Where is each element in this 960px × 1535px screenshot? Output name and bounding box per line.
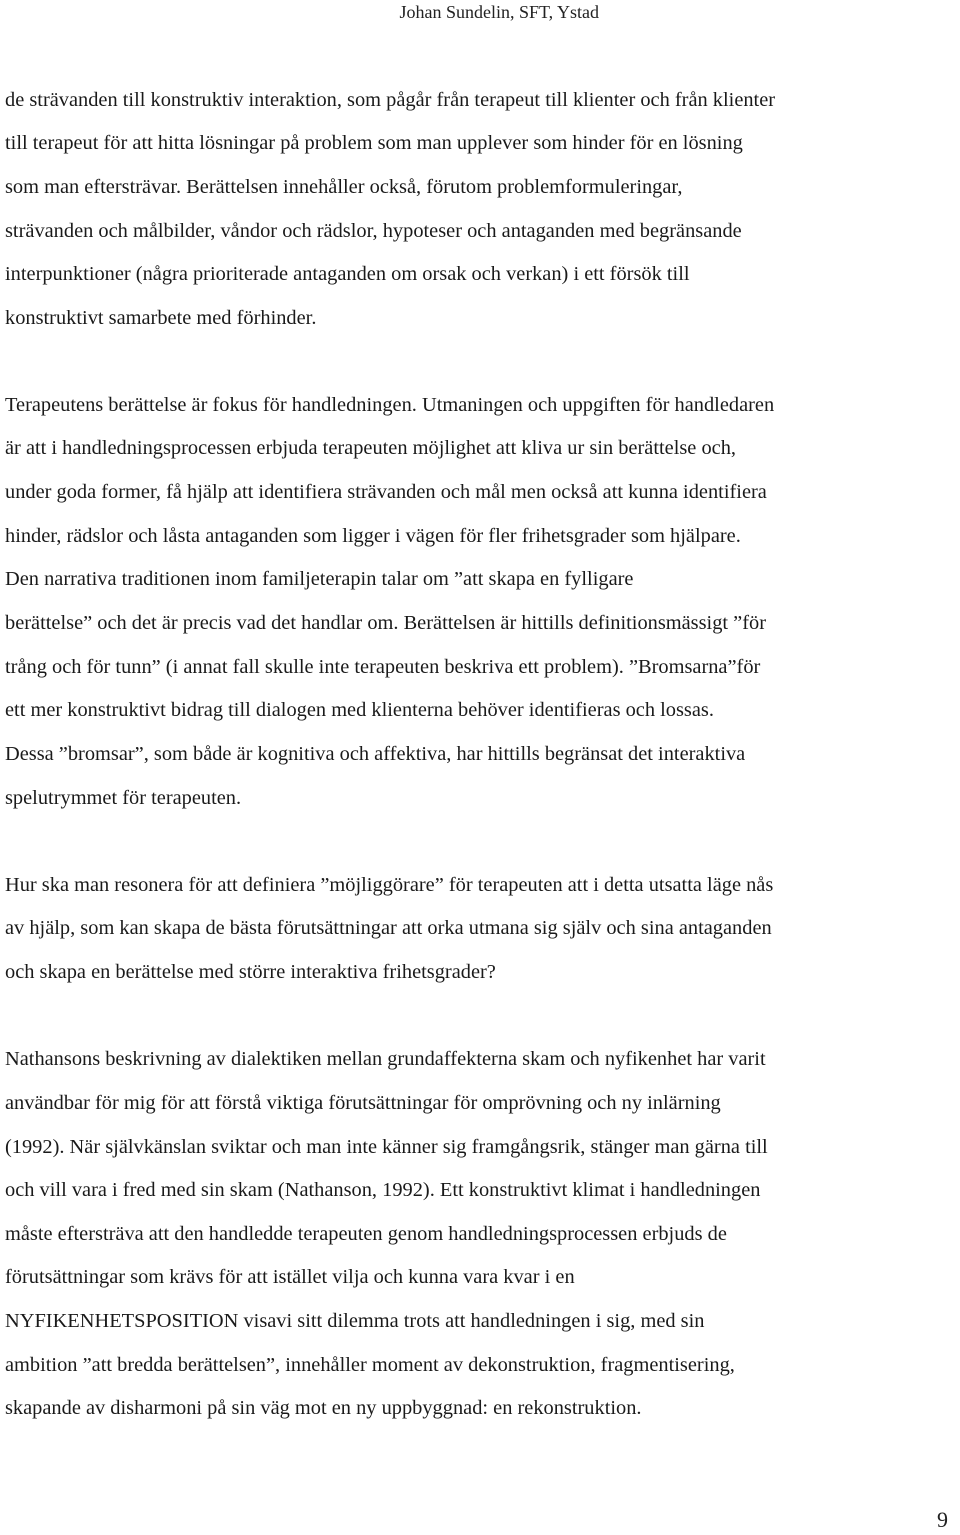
text-line: trång och för tunn” (i annat fall skulle inte terapeuten beskriva ett problem). ”Bromsarna”för — [5, 656, 761, 678]
text-line: Dessa ”bromsar”, som både är kognitiva och affektiva, har hittills begränsat det interaktiva — [5, 743, 746, 765]
text-line: av hjälp, som kan skapa de bästa förutsättningar att orka utmana sig själv och sina antaganden — [5, 917, 772, 939]
text-line: under goda former, få hjälp att identifiera strävanden och mål men också att kunna identifiera — [5, 481, 767, 503]
text-line: förutsättningar som krävs för att istället vilja och kunna vara kvar i en — [5, 1266, 575, 1288]
text-line: Nathansons beskrivning av dialektiken mellan grundaffekterna skam och nyfikenhet har varit — [5, 1048, 766, 1070]
text-line: och vill vara i fred med sin skam (Nathanson, 1992). Ett konstruktivt klimat i handledningen — [5, 1179, 761, 1201]
text-line: måste eftersträva att den handledde terapeuten genom handledningsprocessen erbjuds de — [5, 1223, 727, 1245]
text-line: ett mer konstruktivt bidrag till dialogen med klienterna behöver identifieras och lossas. — [5, 699, 714, 721]
text-line: som man eftersträvar. Berättelsen innehåller också, förutom problemformuleringar, — [5, 176, 683, 198]
text-line: Den narrativa traditionen inom familjeterapin talar om ”att skapa en fylligare — [5, 568, 634, 590]
text-line: konstruktivt samarbete med förhinder. — [5, 307, 317, 329]
text-line: interpunktioner (några prioriterade antaganden om orsak och verkan) i ett försök till — [5, 263, 690, 285]
text-line: ambition ”att bredda berättelsen”, innehåller moment av dekonstruktion, fragmentisering, — [5, 1354, 735, 1376]
text-line: spelutrymmet för terapeuten. — [5, 787, 242, 809]
text-line: skapande av disharmoni på sin väg mot en ny uppbyggnad: en rekonstruktion. — [5, 1397, 642, 1419]
text-line: Terapeutens berättelse är fokus för handledningen. Utmaningen och uppgiften för handledaren — [5, 394, 775, 416]
running-header: Johan Sundelin, SFT, Ystad — [399, 2, 599, 22]
page-number: 9 — [937, 1507, 948, 1532]
text-line: är att i handledningsprocessen erbjuda terapeuten möjlighet att kliva ur sin berättelse och, — [5, 437, 736, 459]
text-line: hinder, rädslor och låsta antaganden som ligger i vägen för fler frihetsgrader som hjälpare. — [5, 525, 741, 547]
text-line: (1992). När självkänslan sviktar och man inte känner sig framgångsrik, stänger man gärna till — [5, 1136, 768, 1158]
text-line: och skapa en berättelse med större interaktiva frihetsgrader? — [5, 961, 496, 983]
text-line: användbar för mig för att förstå viktiga förutsättningar för omprövning och ny inlärning — [5, 1092, 721, 1114]
text-line: de strävanden till konstruktiv interaktion, som pågår från terapeut till klienter och från klienter — [5, 89, 776, 111]
text-line: strävanden och målbilder, våndor och rädslor, hypoteser och antaganden med begränsande — [5, 220, 742, 242]
text-line: Hur ska man resonera för att definiera ”möjliggörare” för terapeuten att i detta utsatta läge nås — [5, 874, 774, 896]
text-line: berättelse” och det är precis vad det handlar om. Berättelsen är hittills definitionsmässigt ”för — [5, 612, 766, 634]
text-line: NYFIKENHETSPOSITION visavi sitt dilemma trots att handledningen i sig, med sin — [5, 1310, 705, 1332]
text-line: till terapeut för att hitta lösningar på problem som man upplever som hinder för en lösning — [5, 132, 743, 154]
